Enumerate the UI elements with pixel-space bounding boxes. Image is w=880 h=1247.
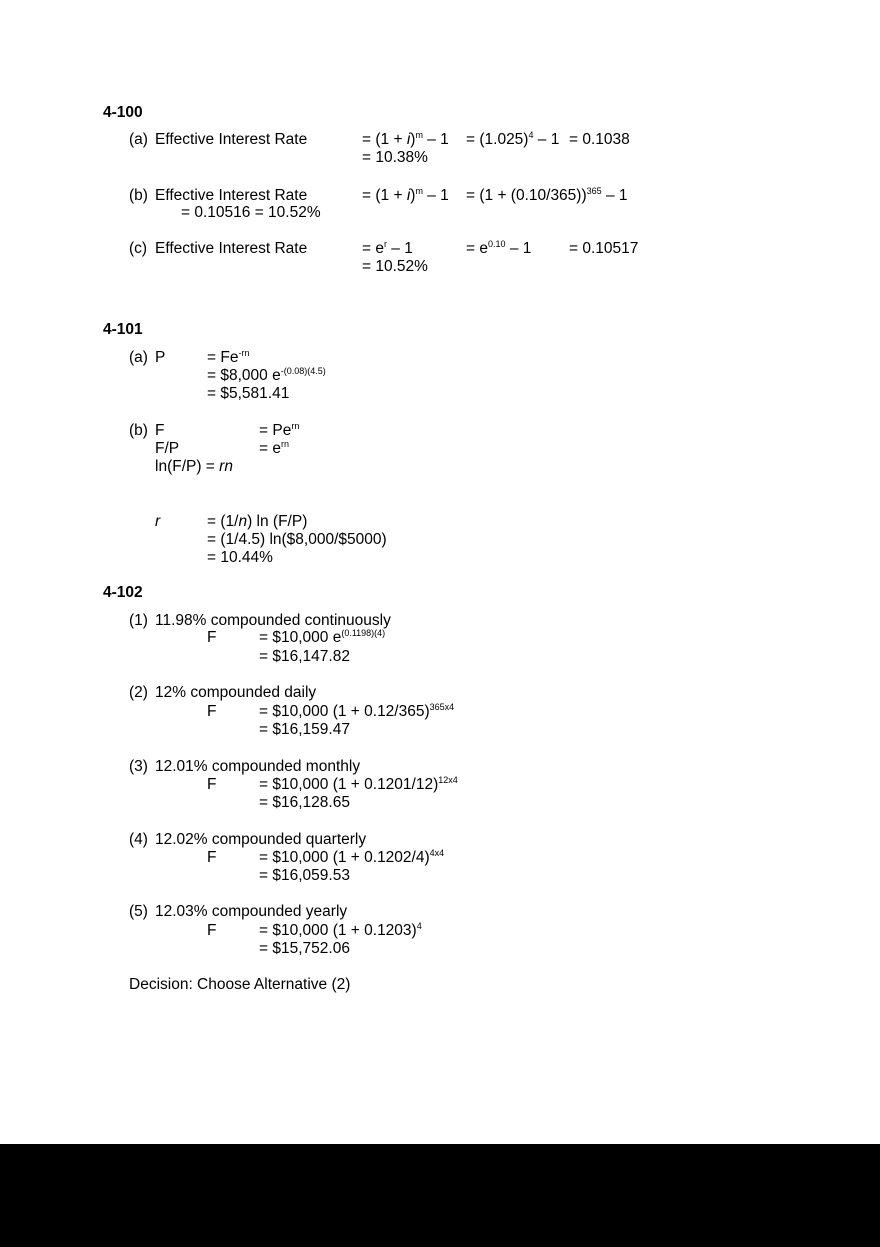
result: = 10.44% bbox=[207, 549, 273, 566]
formula: = $10,000 $(1 + 0.1201/12)^{12x4}$ bbox=[259, 775, 458, 793]
formula: = $Fe^{-rn}$ bbox=[207, 348, 250, 366]
variable: F bbox=[207, 849, 217, 866]
problem-heading: 4-102 bbox=[103, 584, 143, 601]
formula-value: = 0.1038 bbox=[569, 131, 630, 148]
result: = $15,752.06 bbox=[259, 940, 350, 957]
result: = 10.38% bbox=[362, 149, 428, 166]
formula: = (1/4.5) ln($8,000/$5000) bbox=[207, 531, 387, 548]
part-name: Effective Interest Rate bbox=[155, 187, 308, 204]
result: = 10.52% bbox=[362, 258, 428, 275]
part-label: (b) bbox=[129, 187, 148, 204]
formula: = $(1.025)^4 - 1$ bbox=[466, 130, 560, 148]
result: = $16,128.65 bbox=[259, 794, 350, 811]
decision-text: Decision: Choose Alternative (2) bbox=[129, 976, 351, 993]
variable: F bbox=[207, 629, 217, 646]
variable: F bbox=[207, 703, 217, 720]
formula: = $10,000 $(1 + 0.1202/4)^{4x4}$ bbox=[259, 848, 445, 866]
formula: = $e^{0.10} - 1$ bbox=[466, 239, 532, 257]
formula-value: = 0.10517 bbox=[569, 240, 639, 257]
result: = $16,147.82 bbox=[259, 648, 350, 665]
alternative-label: (1) bbox=[129, 612, 148, 629]
variable: F bbox=[155, 422, 165, 439]
part-name: Effective Interest Rate bbox=[155, 131, 308, 148]
variable: F/P bbox=[155, 440, 180, 457]
bottom-black-band bbox=[0, 1144, 880, 1247]
result: = 0.10516 = 10.52% bbox=[181, 204, 321, 221]
part-label: (c) bbox=[129, 240, 148, 257]
alternative-title: 11.98% compounded continuously bbox=[155, 612, 391, 629]
alternative-label: (3) bbox=[129, 758, 148, 775]
formula: = $Pe^{rn}$ bbox=[259, 421, 300, 439]
problem-heading: 4-101 bbox=[103, 321, 143, 338]
result: = $5,581.41 bbox=[207, 385, 290, 402]
formula: = $(1 + i)^m - 1$ bbox=[362, 130, 449, 148]
formula: = $(1 + (0.10/365))^{365} - 1$ bbox=[466, 186, 628, 204]
alternative-title: 12.01% compounded monthly bbox=[155, 758, 361, 775]
variable: F bbox=[207, 922, 217, 939]
alternative-label: (4) bbox=[129, 831, 148, 848]
part-name: Effective Interest Rate bbox=[155, 240, 308, 257]
formula: = (1/n) ln (F/P) bbox=[207, 513, 308, 530]
formula: = $8,000 $e^{-(0.08)(4.5)}$ bbox=[207, 366, 326, 384]
alternative-title: 12.02% compounded quarterly bbox=[155, 831, 367, 848]
variable: r bbox=[155, 513, 161, 530]
part-label: (a) bbox=[129, 131, 148, 148]
part-label: (a) bbox=[129, 349, 148, 366]
formula: = $e^r - 1$ bbox=[362, 239, 413, 257]
alternative-title: 12% compounded daily bbox=[155, 684, 317, 701]
formula: = $e^{rn}$ bbox=[259, 439, 289, 457]
alternative-label: (2) bbox=[129, 684, 148, 701]
problem-heading: 4-100 bbox=[103, 104, 143, 121]
part-label: (b) bbox=[129, 422, 148, 439]
variable: P bbox=[155, 349, 166, 366]
result: = $16,059.53 bbox=[259, 867, 350, 884]
result: = $16,159.47 bbox=[259, 721, 350, 738]
formula: = $(1 + i)^m - 1$ bbox=[362, 186, 449, 204]
variable: F bbox=[207, 776, 217, 793]
formula: = $10,000 $(1 + 0.12/365)^{365x4}$ bbox=[259, 702, 455, 720]
formula: ln(F/P) = rn bbox=[155, 458, 233, 475]
formula: = $10,000 $(1 + 0.1203)^4$ bbox=[259, 921, 422, 939]
alternative-label: (5) bbox=[129, 903, 148, 920]
alternative-title: 12.03% compounded yearly bbox=[155, 903, 348, 920]
formula: = $10,000 $e^{(0.1198)(4)}$ bbox=[259, 628, 386, 646]
